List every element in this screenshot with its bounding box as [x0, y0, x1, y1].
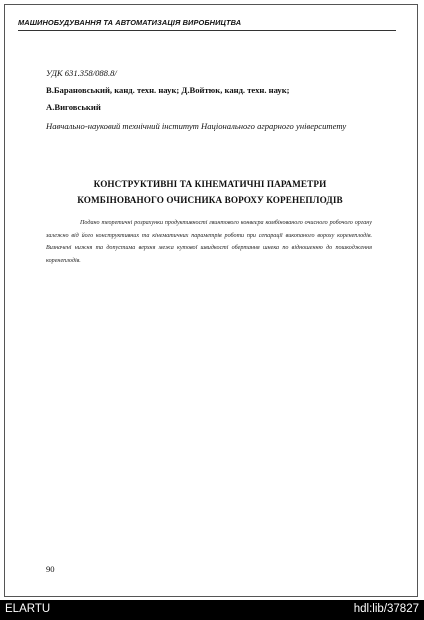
footer-bar: [0, 600, 424, 620]
authors-line-1: В.Барановський, канд. техн. наук; Д.Войтюк, канд. техн. наук;: [46, 85, 290, 95]
authors-line-2: А.Виговський: [46, 102, 101, 112]
title-line-2: КОМБІНОВАНОГО ОЧИСНИКА ВОРОХУ КОРЕНЕПЛОДІВ: [77, 195, 343, 205]
udk-code: УДК 631.358/088.8/: [46, 68, 117, 78]
article-title: [40, 176, 380, 208]
title-line-1: КОНСТРУКТИВНІ ТА КІНЕМАТИЧНІ ПАРАМЕТРИ: [93, 179, 327, 189]
page-number: 90: [46, 564, 55, 574]
institution-affiliation: Навчально-науковий технічний інститут Національного аграрного університету: [46, 121, 347, 131]
footer-handle-label: hdl:lib/37827: [353, 603, 419, 615]
footer-repository-label: ELARTU: [5, 603, 51, 615]
running-header: МАШИНОБУДУВАННЯ ТА АВТОМАТИЗАЦІЯ ВИРОБНИЦТВА: [18, 18, 396, 31]
abstract-text: Подано теоретичні розрахунки продуктивності гвинтового конвеєра комбінованого очисного робочого органу залежно від його конструктивних та кінематичних параметрів роботи при сепарації викопаного вороху коренеплодів. Визначені нижня та допустима верхня межа кутової швидкості обертання шнека по відношенню до пошкодження коренеплодів.: [46, 220, 372, 264]
